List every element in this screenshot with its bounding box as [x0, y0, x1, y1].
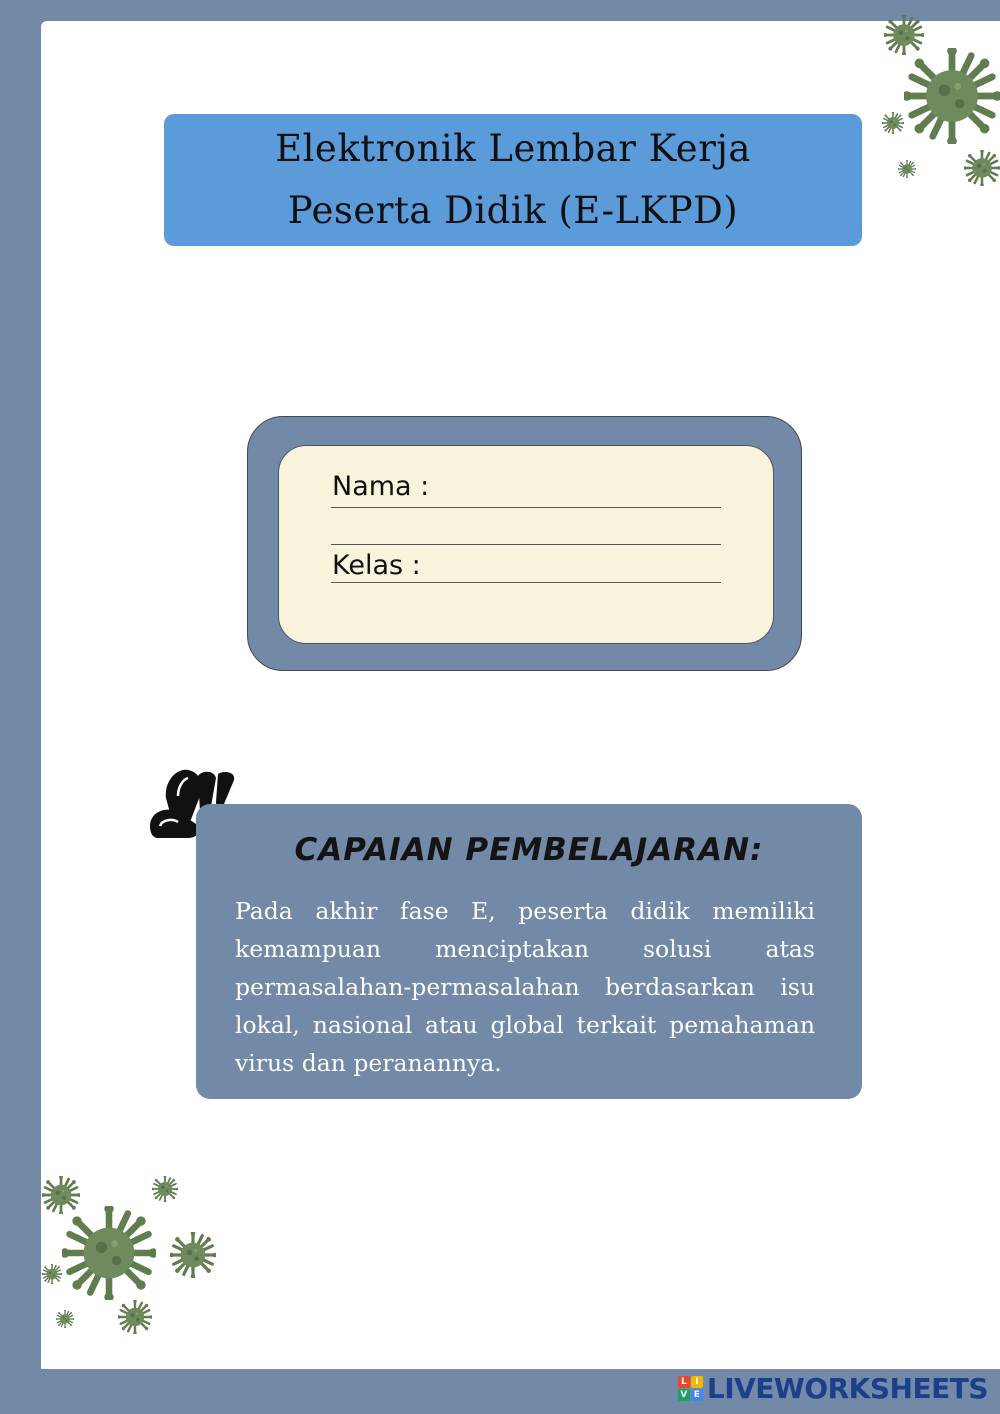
extra-field-line[interactable] [331, 544, 721, 545]
virus-icon [56, 1310, 74, 1328]
title-banner [164, 114, 862, 246]
learning-outcome-box [196, 804, 862, 1099]
learning-outcome-heading: CAPAIAN PEMBELAJARAN: [294, 832, 764, 868]
virus-icon [62, 1206, 156, 1300]
virus-icon [152, 1176, 178, 1202]
identity-card [278, 445, 774, 644]
virus-icon [898, 160, 916, 178]
liveworksheets-logo-icon [678, 1376, 703, 1401]
brand-name: LIVEWORKSHEETS [706, 1371, 988, 1405]
logo-letter-e: E [691, 1389, 703, 1401]
name-field-line[interactable] [331, 507, 721, 508]
virus-icon [42, 1264, 62, 1284]
virus-icon [964, 150, 1000, 186]
identity-card-frame [247, 416, 802, 671]
class-field-line[interactable] [331, 582, 721, 583]
virus-icon [170, 1232, 216, 1278]
virus-icon [904, 48, 1000, 144]
learning-outcome-text: Pada akhir fase E, peserta didik memiliki kemampuan menciptakan solusi atas permasalahan-permasalahan berdasarkan isu lokal, nasional atau global terkait pemahaman virus dan peranannya. [235, 897, 815, 1077]
logo-letter-l: L [678, 1376, 690, 1388]
class-label: Kelas : [332, 550, 421, 581]
name-label: Nama : [332, 471, 430, 502]
liveworksheets-brand[interactable] [678, 1370, 988, 1406]
logo-letter-v: V [678, 1389, 690, 1401]
virus-icon [118, 1300, 152, 1334]
virus-icon [882, 112, 904, 134]
page-title-line2: Peserta Didik (E-LKPD) [287, 189, 739, 232]
logo-letter-i: I [691, 1376, 703, 1388]
page-title-line1: Elektronik Lembar Kerja [275, 127, 751, 170]
